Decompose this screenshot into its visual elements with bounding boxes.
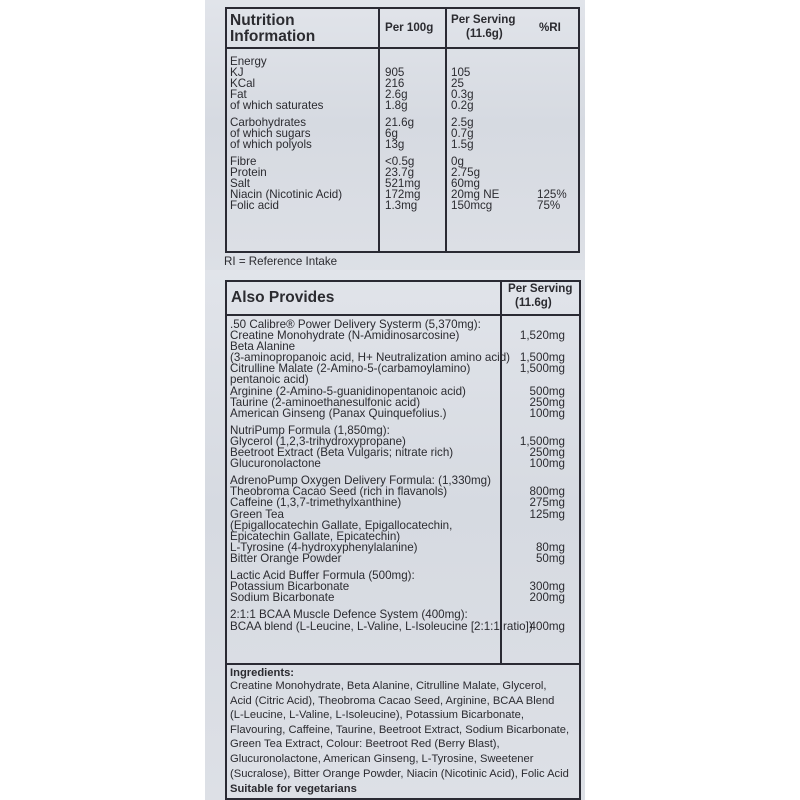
nutrition-row-ri: 125% xyxy=(537,188,567,201)
nutrition-row-serving: 60mg xyxy=(451,177,481,190)
nutrition-row-label: KCal xyxy=(230,77,256,90)
provides-line-amount: 400mg xyxy=(529,620,565,633)
provides-group-header: .50 Calibre® Power Delivery Systerm (5,370mg): xyxy=(230,318,481,331)
provides-line-amount: 1,520mg xyxy=(519,329,565,342)
nutrition-row-serving: 0.3g xyxy=(451,88,474,101)
ingredients-line: Glucuronolactone, American Ginseng, L-Tyrosine, Sweetener xyxy=(230,753,534,765)
nutrition-row-per100g: 23.7g xyxy=(385,166,415,179)
ingredients-line: Flavouring, Caffeine, Taurine, Beetroot Extract, Sodium Bicarbonate, xyxy=(230,723,570,736)
nutrition-row-serving: 25 xyxy=(451,77,464,90)
provides-line-text: American Ginseng (Panax Quinquefolius.) xyxy=(230,407,447,420)
provides-line-text: Theobroma Cacao Seed (rich in flavanols) xyxy=(230,485,448,498)
nutrition-row-label: Carbohydrates xyxy=(230,116,307,129)
provides-line-text: Caffeine (1,3,7-trimethylxanthine) xyxy=(230,496,402,509)
nutrition-row-label: KJ xyxy=(230,66,244,79)
provides-line-text: Creatine Monohydrate (N-Amidinosarcosine) xyxy=(230,329,460,342)
provides-line-amount: 500mg xyxy=(529,385,565,398)
provides-line-amount: 800mg xyxy=(529,485,565,498)
provides-line-amount: 125mg xyxy=(529,508,565,521)
provides-line-amount: 275mg xyxy=(529,496,565,509)
nutrition-row-per100g: 172mg xyxy=(385,188,421,201)
nutrition-row-per100g: 6g xyxy=(385,127,398,140)
provides-line-text: Epicatechin Gallate, Epicatechin) xyxy=(230,530,401,543)
nutrition-row-serving: 1.5g xyxy=(451,138,474,151)
nutrition-row-label: Salt xyxy=(230,177,250,190)
nutrition-row-per100g: <0.5g xyxy=(385,155,415,168)
nutrition-row-label: Fibre xyxy=(230,155,257,168)
ingredients-title: Ingredients: xyxy=(230,667,295,679)
nutrition-row-serving: 0g xyxy=(451,155,464,168)
provides-line-text: Citrulline Malate (2-Amino-5-(carbamoylamino) xyxy=(230,362,471,375)
nutrition-row-label: of which sugars xyxy=(230,127,311,140)
nutrition-panel xyxy=(205,0,585,275)
provides-line-text: Bitter Orange Powder xyxy=(230,552,342,565)
nutrition-row-per100g: 905 xyxy=(385,66,405,79)
ri-footnote: RI = Reference Intake xyxy=(224,255,338,268)
nutrition-row-label: of which polyols xyxy=(230,138,312,151)
provides-group-header: NutriPump Formula (1,850mg): xyxy=(230,424,390,437)
provides-line-text: Beta Alanine xyxy=(230,340,296,353)
ingredients-line: (L-Leucine, L-Valine, L-Isoleucine), Potassium Bicarbonate, xyxy=(230,709,524,722)
nutrition-title-line2: Information xyxy=(230,28,316,45)
provides-group-header: AdrenoPump Oxygen Delivery Formula: (1,330mg) xyxy=(230,474,491,487)
nutrition-row-label: Fat xyxy=(230,88,247,101)
provides-line-amount: 1,500mg xyxy=(519,351,565,364)
col-perserving-header-line1: Per Serving xyxy=(451,13,516,26)
ingredients-line: (Sucralose), Bitter Orange Powder, Niacin (Nicotinic Acid), Folic Acid xyxy=(230,767,569,780)
nutrition-row-serving: 2.5g xyxy=(451,116,474,129)
provides-col-header-line1: Per Serving xyxy=(508,282,573,295)
provides-line-text: BCAA blend (L-Leucine, L-Valine, L-Isoleucine [2:1:1 ratio]) xyxy=(230,620,533,633)
provides-line-amount: 80mg xyxy=(535,541,565,554)
nutrition-header-divider xyxy=(225,47,580,49)
provides-col-header-line2: (11.6g) xyxy=(515,296,552,309)
ingredients-line: Green Tea Extract, Colour: Beetroot Red (Berry Blast), xyxy=(230,738,500,751)
nutrition-col-divider-2 xyxy=(445,7,447,253)
ingredients-line: Acid (Citric Acid), Theobroma Cacao Seed, Arginine, BCAA Blend xyxy=(230,694,555,707)
provides-col-divider xyxy=(500,280,502,665)
provides-line-amount: 1,500mg xyxy=(519,435,565,448)
nutrition-row-serving: 0.7g xyxy=(451,127,474,140)
provides-line-amount: 200mg xyxy=(529,591,565,604)
provides-line-amount: 50mg xyxy=(535,552,565,565)
provides-line-text: Arginine (2-Amino-5-guanidinopentanoic acid) xyxy=(230,385,466,398)
col-ri-header: %RI xyxy=(539,21,561,34)
provides-line-text: Glucuronolactone xyxy=(230,457,321,470)
provides-line-text: Glycerol (1,2,3-trihydroxypropane) xyxy=(230,435,406,448)
provides-line-text: Taurine (2-aminoethanesulfonic acid) xyxy=(230,396,421,409)
provides-line-amount: 250mg xyxy=(529,446,565,459)
col-per100g-header: Per 100g xyxy=(385,21,434,34)
nutrition-row-serving: 0.2g xyxy=(451,99,474,112)
col-perserving-header-line2: (11.6g) xyxy=(466,27,503,40)
nutrition-row-per100g: 1.8g xyxy=(385,99,408,112)
provides-line-amount: 100mg xyxy=(529,407,565,420)
nutrition-row-per100g: 1.3mg xyxy=(385,199,418,212)
vegetarian-note: Suitable for vegetarians xyxy=(230,783,357,795)
provides-line-text: (Epigallocatechin Gallate, Epigallocatechin, xyxy=(230,519,453,532)
nutrition-col-divider-1 xyxy=(378,7,380,253)
provides-header-divider xyxy=(225,314,581,316)
nutrition-row-serving: 105 xyxy=(451,66,471,79)
provides-line-amount: 1,500mg xyxy=(519,362,565,375)
nutrition-row-label: Folic acid xyxy=(230,199,279,212)
provides-line-text: (3-aminopropanoic acid, H+ Neutralization amino acid) xyxy=(230,351,510,364)
provides-line-amount: 100mg xyxy=(529,457,565,470)
nutrition-row-ri: 75% xyxy=(537,199,561,212)
provides-line-text: Sodium Bicarbonate xyxy=(230,591,335,604)
provides-line-amount: 250mg xyxy=(529,396,565,409)
nutrition-row-label: of which saturates xyxy=(230,99,324,112)
nutrition-row-serving: 20mg NE xyxy=(451,188,500,201)
provides-line-amount: 300mg xyxy=(529,580,565,593)
ingredients-line: Creatine Monohydrate, Beta Alanine, Citrulline Malate, Glycerol, xyxy=(230,680,547,692)
nutrition-row-label: Protein xyxy=(230,166,267,179)
provides-line-text: L-Tyrosine (4-hydroxyphenylalanine) xyxy=(230,541,418,554)
nutrition-row-per100g: 21.6g xyxy=(385,116,415,129)
nutrition-row-serving: 2.75g xyxy=(451,166,481,179)
nutrition-row-per100g: 13g xyxy=(385,138,405,151)
provides-group-header: 2:1:1 BCAA Muscle Defence System (400mg): xyxy=(230,608,468,621)
nutrition-row-label: Energy xyxy=(230,55,267,68)
provides-line-text: Green Tea xyxy=(230,508,284,521)
nutrition-title-line1: Nutrition xyxy=(230,12,295,29)
provides-line-text: pentanoic acid) xyxy=(230,373,309,386)
nutrition-row-label: Niacin (Nicotinic Acid) xyxy=(230,188,343,201)
nutrition-row-serving: 150mcg xyxy=(451,199,493,212)
provides-title: Also Provides xyxy=(231,289,335,306)
provides-panel xyxy=(205,270,585,800)
provides-line-text: Beetroot Extract (Beta Vulgaris; nitrate rich) xyxy=(230,446,454,459)
provides-line-text: Potassium Bicarbonate xyxy=(230,580,350,593)
nutrition-row-per100g: 2.6g xyxy=(385,88,408,101)
provides-group-header: Lactic Acid Buffer Formula (500mg): xyxy=(230,569,415,582)
nutrition-row-per100g: 521mg xyxy=(385,177,421,190)
nutrition-row-per100g: 216 xyxy=(385,77,405,90)
